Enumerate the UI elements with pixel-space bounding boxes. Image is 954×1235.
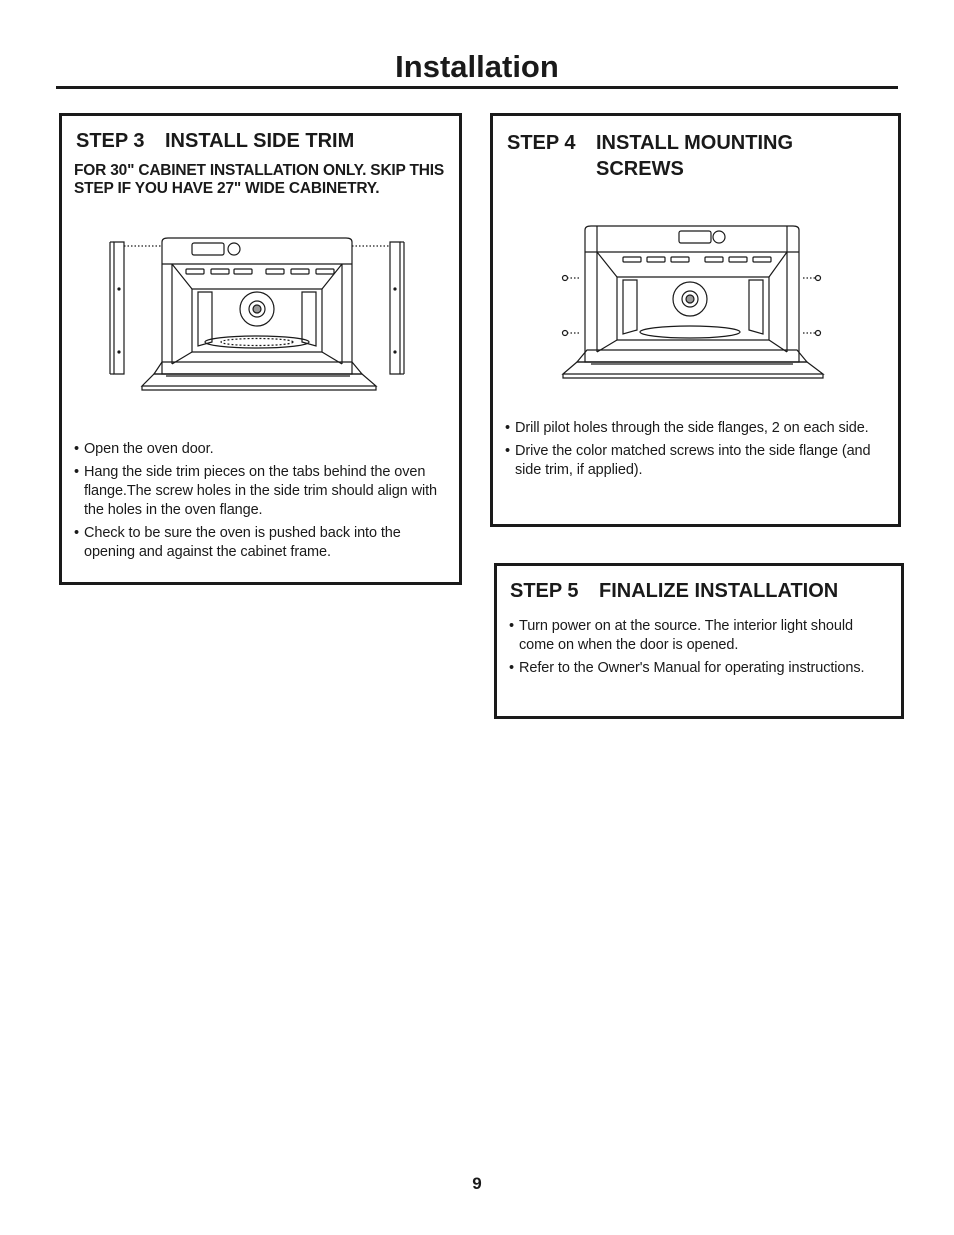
step-3-bullets (74, 440, 454, 566)
step-title: FINALIZE INSTALLATION (599, 580, 839, 602)
list-item: • Check to be sure the oven is pushed back into the opening and against the cabinet frame. (74, 524, 454, 562)
list-item: • Refer to the Owner's Manual for operating instructions. (509, 659, 889, 678)
list-item: • Drill pilot holes through the side flanges, 2 on each side. (505, 419, 890, 438)
step-number: STEP 5 (510, 580, 579, 602)
oven-knob (713, 231, 725, 243)
oven-display (192, 243, 224, 255)
left-side-trim (114, 242, 124, 374)
step-5-bullets (509, 617, 889, 682)
mounting-screws-oven-illustration (557, 222, 839, 382)
step-number: STEP 3 (76, 130, 145, 152)
page-number: 9 (472, 1174, 482, 1193)
step-number: STEP 4 (507, 132, 576, 154)
step-4-heading (507, 130, 877, 184)
page-title: Installation (395, 49, 559, 84)
oven-display (679, 231, 711, 243)
step-5-panel (494, 563, 904, 719)
list-item: • Turn power on at the source. The interior light should come on when the door is opened. (509, 617, 889, 655)
side-trim-oven-illustration (106, 234, 408, 399)
step-3-heading (76, 128, 446, 156)
cabinet-width-warning: FOR 30" CABINET INSTALLATION ONLY. SKIP THIS STEP IF YOU HAVE 27" WIDE CABINETRY. (74, 162, 445, 197)
right-side-trim (390, 242, 400, 374)
list-item: • Hang the side trim pieces on the tabs behind the oven flange.The screw holes in the side trim should align with the holes in the oven flange. (74, 463, 454, 520)
step-title: INSTALL MOUNTING SCREWS (596, 132, 794, 180)
step-title: INSTALL SIDE TRIM (165, 130, 355, 152)
oven-knob (228, 243, 240, 255)
step-4-panel (490, 113, 901, 527)
title-rule (56, 86, 898, 89)
step-5-heading (510, 578, 880, 606)
list-item: • Open the oven door. (74, 440, 454, 459)
step-4-bullets (505, 419, 890, 484)
step-3-panel (59, 113, 462, 585)
list-item: • Drive the color matched screws into the side flange (and side trim, if applied). (505, 442, 890, 480)
